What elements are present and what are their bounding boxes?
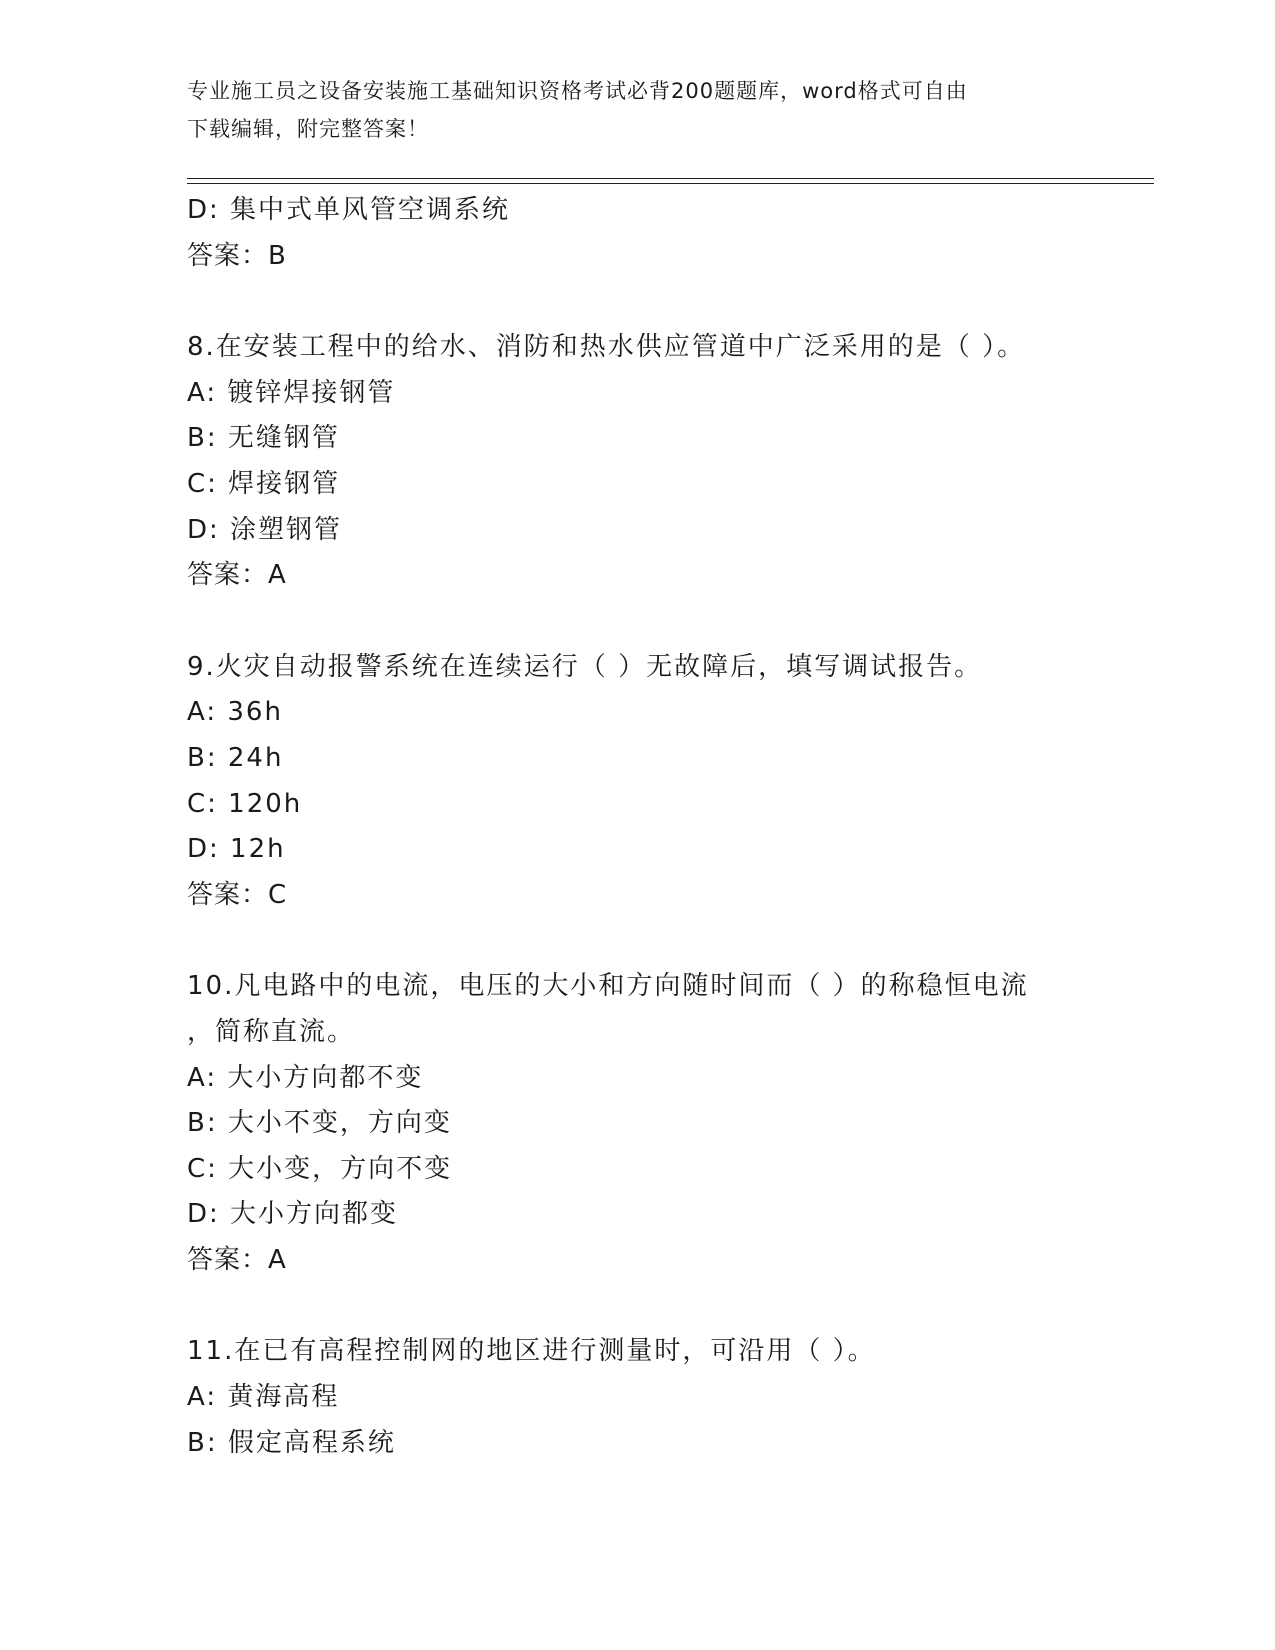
q8-option-a: A: 镀锌焊接钢管 bbox=[187, 377, 396, 408]
q10-option-d: D: 大小方向都变 bbox=[187, 1199, 399, 1230]
spacer bbox=[187, 599, 1087, 645]
header-rule-bottom bbox=[187, 183, 1154, 184]
header-line-1: 专业施工员之设备安装施工基础知识资格考试必背200题题库，word格式可自由 bbox=[187, 79, 968, 103]
q9-answer: 答案：C bbox=[187, 879, 288, 910]
q7-answer: 答案：B bbox=[187, 240, 287, 271]
q10-option-a: A: 大小方向都不变 bbox=[187, 1062, 424, 1093]
header-rule-top bbox=[187, 178, 1154, 179]
q8-stem: 8.在安装工程中的给水、消防和热水供应管道中广泛采用的是（ ）。 bbox=[187, 332, 1026, 363]
q11-option-a: A: 黄海高程 bbox=[187, 1382, 340, 1413]
q8-option-d: D: 涂塑钢管 bbox=[187, 514, 343, 545]
q11-stem: 11.在已有高程控制网的地区进行测量时，可沿用（ ）。 bbox=[187, 1336, 876, 1367]
page-header bbox=[187, 72, 1087, 148]
q8-answer: 答案：A bbox=[187, 560, 287, 591]
header-line-2: 下载编辑，附完整答案！ bbox=[187, 117, 429, 141]
q9-option-a: A: 36h bbox=[187, 697, 283, 728]
q9-option-b: B: 24h bbox=[187, 742, 284, 773]
q9-option-c: C: 120h bbox=[187, 788, 303, 819]
spacer bbox=[187, 279, 1087, 325]
q10-stem-line-2: ，简称直流。 bbox=[187, 1016, 356, 1047]
q10-stem-line-1: 10.凡电路中的电流，电压的大小和方向随时间而（ ）的称稳恒电流 bbox=[187, 971, 1029, 1002]
q10-option-c: C: 大小变，方向不变 bbox=[187, 1153, 453, 1184]
q11-option-b: B: 假定高程系统 bbox=[187, 1427, 396, 1458]
spacer bbox=[187, 1283, 1087, 1329]
q10-option-b: B: 大小不变，方向变 bbox=[187, 1108, 452, 1139]
q9-option-d: D: 12h bbox=[187, 834, 286, 865]
q10-answer: 答案：A bbox=[187, 1244, 287, 1275]
question-list bbox=[187, 188, 1087, 1466]
q7-option-d: D: 集中式单风管空调系统 bbox=[187, 195, 511, 225]
q8-option-b: B: 无缝钢管 bbox=[187, 423, 340, 454]
q9-stem: 9.火灾自动报警系统在连续运行（ ）无故障后，填写调试报告。 bbox=[187, 651, 983, 682]
spacer bbox=[187, 918, 1087, 964]
q8-option-c: C: 焊接钢管 bbox=[187, 468, 341, 499]
